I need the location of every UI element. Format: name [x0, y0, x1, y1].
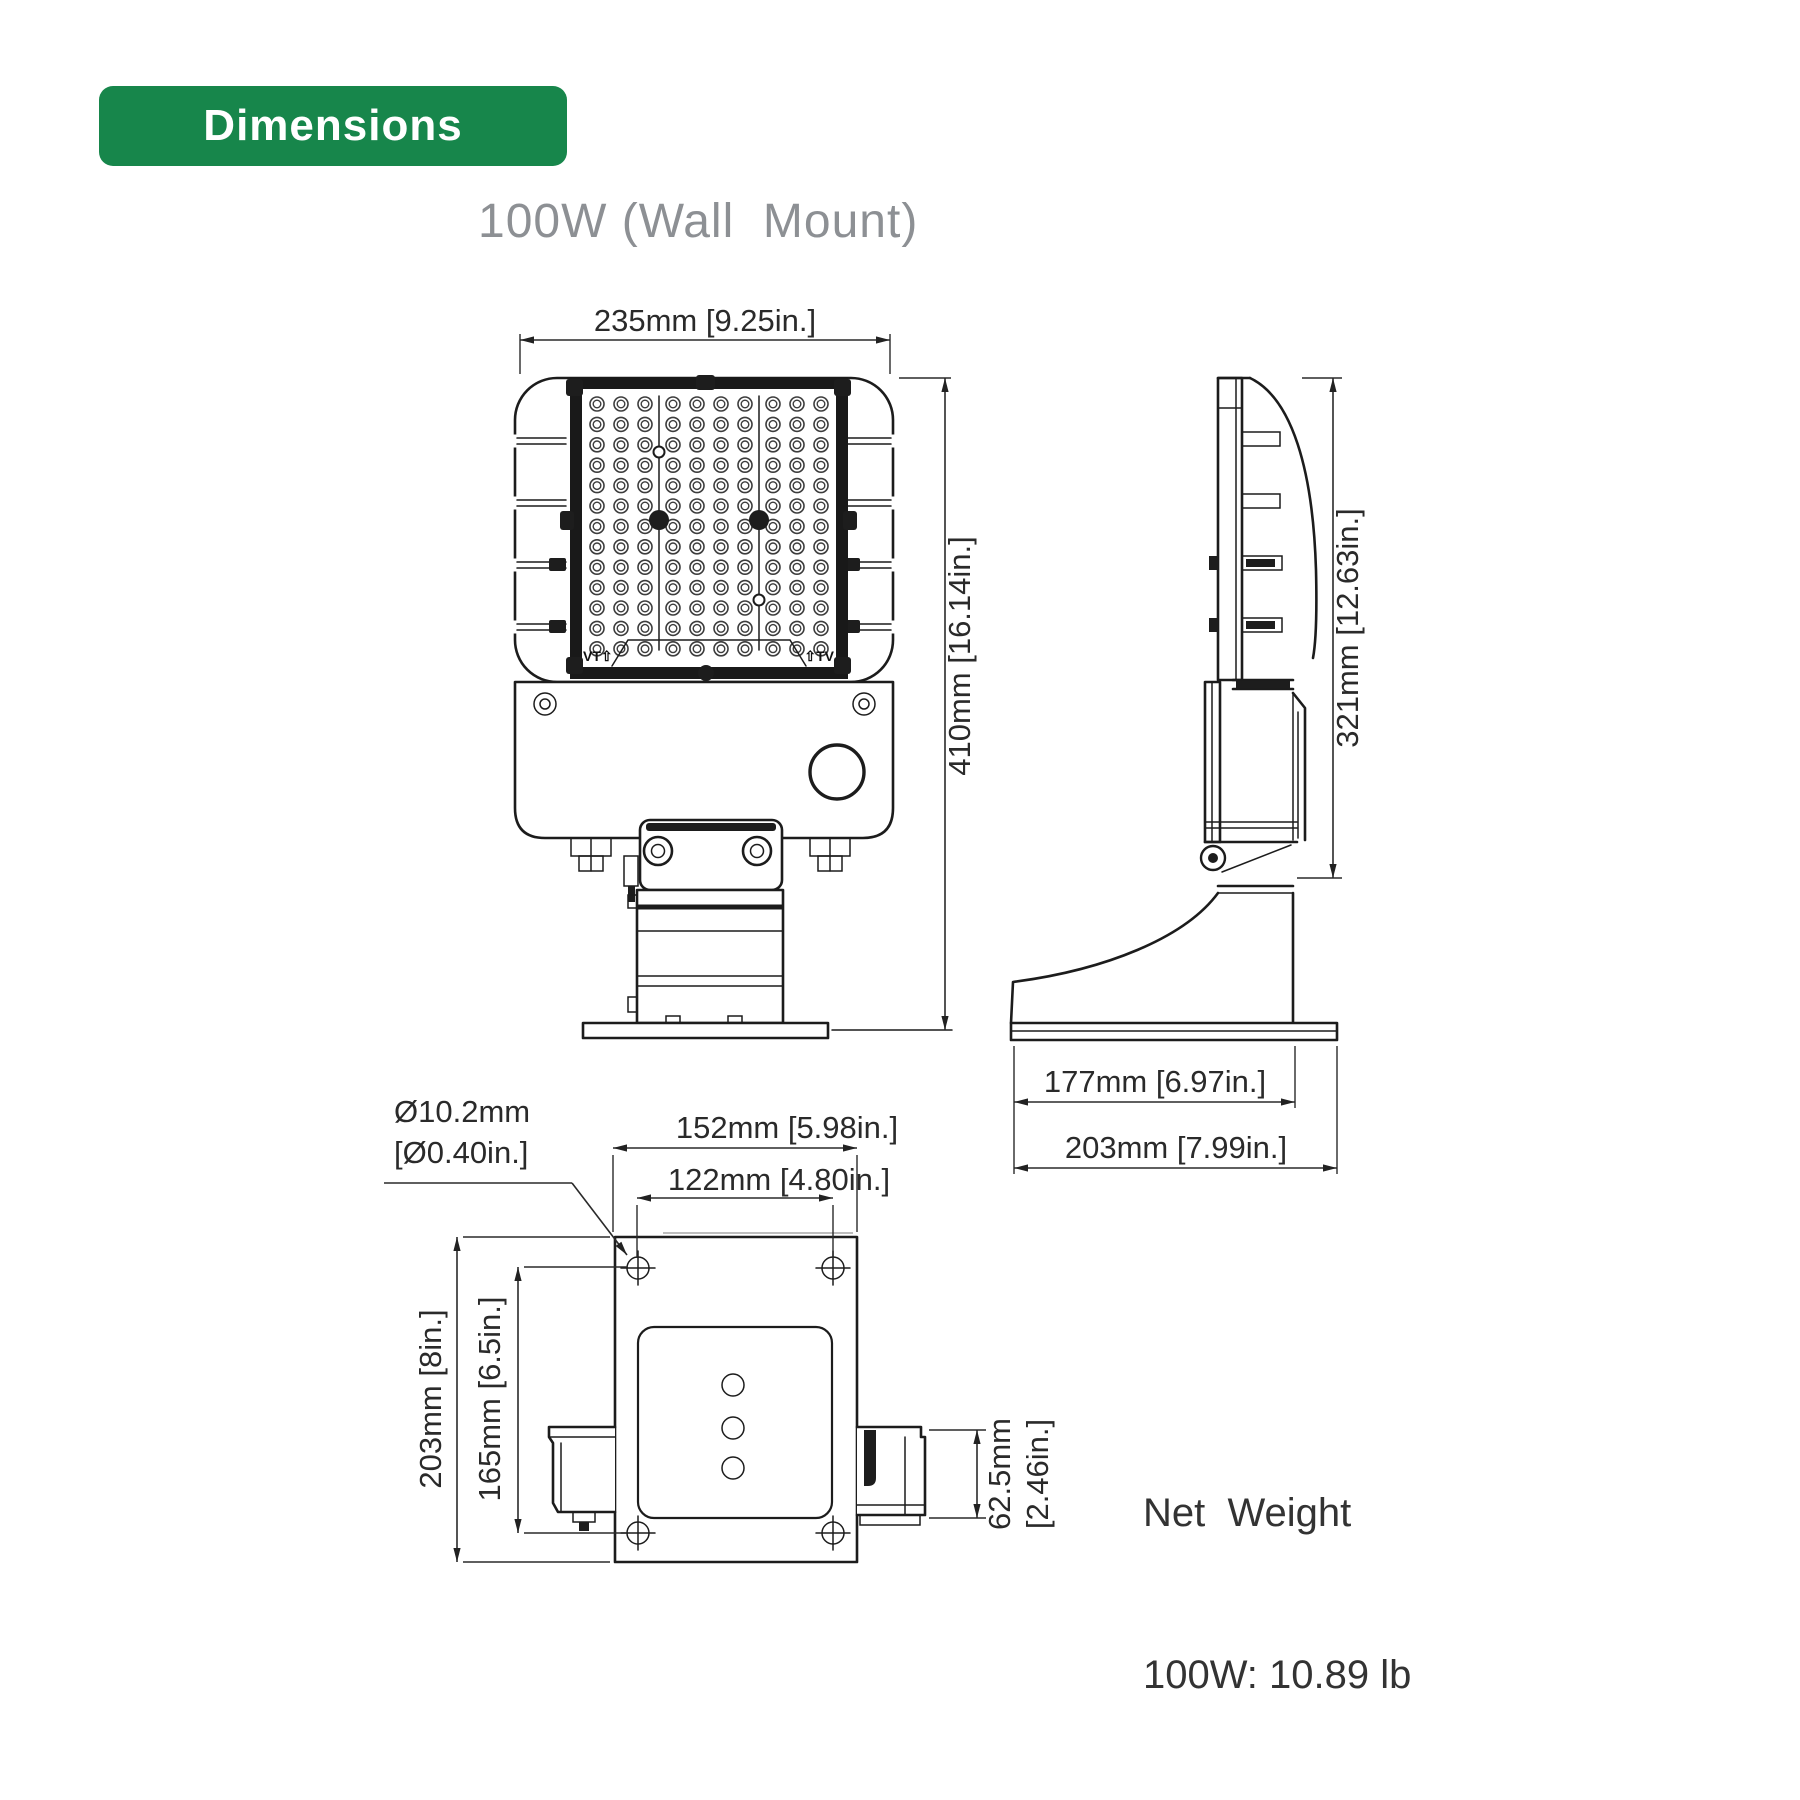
dim-side-base-inner: 177mm [6.97in.]: [1043, 1064, 1267, 1099]
net-weight-value: 100W: 10.89 lb: [1143, 1653, 1412, 1697]
page-title: 100W (Wall Mount): [478, 195, 919, 248]
pedestal-pole: [628, 890, 783, 1023]
left-clamp-tab: [549, 1427, 615, 1531]
dim-tab-height-mm: 62.5mm: [982, 1418, 1017, 1530]
dim-bottom-plate-height: 203mm [8in.]: [413, 1309, 448, 1489]
dimensions-badge-label: Dimensions: [203, 101, 463, 150]
front-view-drawing: [509, 303, 977, 1038]
dim-front-height: 410mm [16.14in.]: [942, 536, 977, 776]
dim-front-width: 235mm [9.25in.]: [593, 303, 817, 338]
side-view-drawing: [1011, 378, 1365, 1174]
right-clamp-tab: [857, 1427, 925, 1525]
net-weight-title: Net Weight: [1143, 1491, 1352, 1535]
dim-side-height: 321mm [12.63in.]: [1330, 508, 1365, 748]
dim-tab-height-in: [2.46in.]: [1020, 1418, 1055, 1530]
panel-label-tv: ⇧TV: [804, 648, 834, 664]
net-weight-note: [1143, 1378, 1411, 1800]
dim-hole-dia-in: [Ø0.40in.]: [394, 1135, 529, 1170]
dim-bottom-hole-spacing-v: 165mm [6.5in.]: [472, 1296, 507, 1502]
bottom-view-drawing: [384, 1094, 1055, 1562]
dim-bottom-width-outer: 152mm [5.98in.]: [675, 1110, 899, 1145]
dim-side-base-outer: 203mm [7.99in.]: [1064, 1130, 1288, 1165]
dim-hole-dia-mm: Ø10.2mm: [394, 1094, 531, 1129]
panel-label-vt: VT⇧: [583, 648, 613, 664]
dim-bottom-width-inner: 122mm [4.80in.]: [667, 1162, 891, 1197]
